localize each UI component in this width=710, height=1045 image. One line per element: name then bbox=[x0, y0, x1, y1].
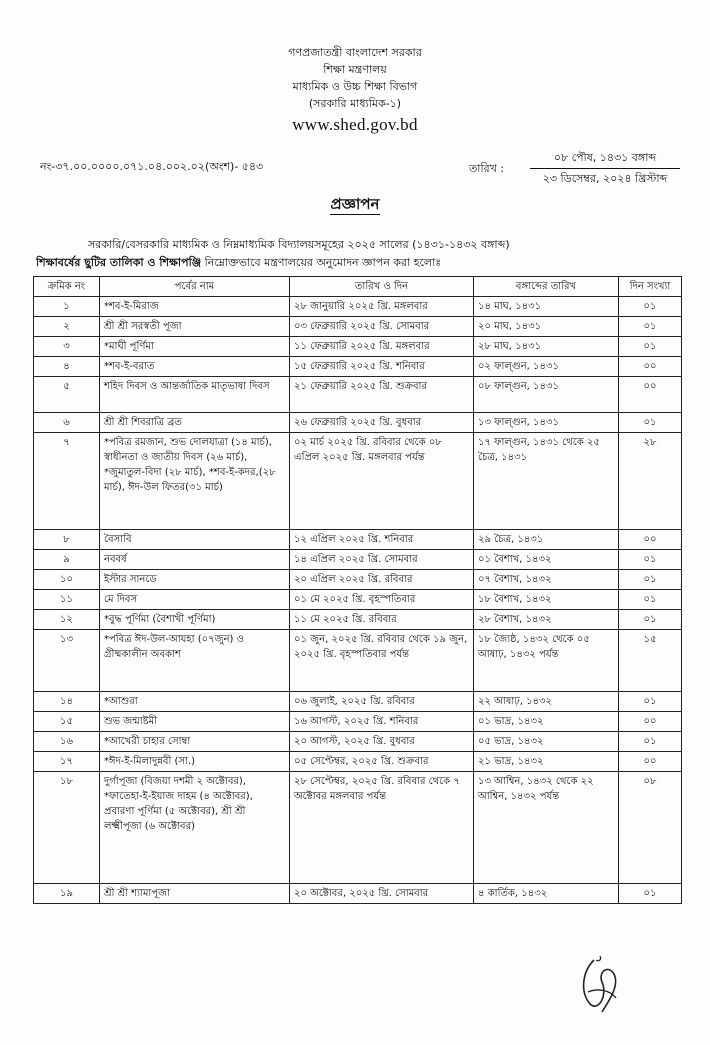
cell-day-count: ০০ bbox=[619, 377, 682, 413]
table-row bbox=[34, 357, 682, 377]
website-url: www.shed.gov.bd bbox=[292, 115, 418, 134]
cell-day-count: ০০ bbox=[619, 530, 682, 550]
cell-serial: ৬ bbox=[34, 413, 100, 433]
cell-bangla-date: ১৮ বৈশাখ, ১৪৩২ bbox=[474, 590, 619, 610]
cell-bangla-date: ২১ ভাদ্র, ১৪৩২ bbox=[474, 752, 619, 772]
cell-serial: ৩ bbox=[34, 337, 100, 357]
table-row bbox=[34, 772, 682, 884]
reference-number: নং-৩৭.০০.০০০০.০৭১.০৪.০০২.০২(অংশ)- ৫৪৩ bbox=[40, 160, 264, 173]
cell-event-name: দুর্গাপূজা (বিজয়া দশমী ২ অক্টোবর), *ফাতেহা-ই-ইয়াজ দাহম (৪ অক্টোবর), প্রবারণা পূর্ণিমা (৫ অক্টোবর), শ্রী শ্রী লক্ষ্মীপূজা (৬ অক্টোবর) bbox=[100, 772, 290, 884]
notice-title bbox=[0, 193, 710, 218]
cell-day-count: ১৫ bbox=[619, 630, 682, 692]
cell-day-count: ০১ bbox=[619, 570, 682, 590]
cell-serial: ৫ bbox=[34, 377, 100, 413]
table-row bbox=[34, 732, 682, 752]
cell-date-day: ০৫ সেপ্টেম্বর, ২০২৫ খ্রি. শুক্রবার bbox=[290, 752, 474, 772]
cell-date-day: ১৫ ফেব্রুয়ারি ২০২৫ খ্রি. শনিবার bbox=[290, 357, 474, 377]
cell-date-day: ০১ মে ২০২৫ খ্রি. বৃহস্পতিবার bbox=[290, 590, 474, 610]
division-name: মাধ্যমিক ও উচ্চ শিক্ষা বিভাগ bbox=[292, 80, 418, 93]
cell-serial: ১৯ bbox=[34, 884, 100, 904]
cell-serial: ৪ bbox=[34, 357, 100, 377]
cell-day-count: ০১ bbox=[619, 550, 682, 570]
cell-serial: ১২ bbox=[34, 610, 100, 630]
cell-serial: ১১ bbox=[34, 590, 100, 610]
cell-bangla-date: ১৮ জ্যৈষ্ঠ, ১৪৩২ থেকে ০৫ আষাঢ়, ১৪৩২ পর্যন্ত bbox=[474, 630, 619, 692]
cell-event-name: শ্রী শ্রী শিবরাত্রি ব্রত bbox=[100, 413, 290, 433]
cell-day-count: ০১ bbox=[619, 297, 682, 317]
intro-line-1: সরকারি/বেসরকারি মাধ্যমিক ও নিম্নমাধ্যমিক বিদ্যালয়সমূহের ২০২৫ সালের (১৪৩১-১৪৩২ বঙ্গাব্দ) bbox=[88, 238, 510, 251]
table-row bbox=[34, 433, 682, 530]
cell-bangla-date: ২৮ বৈশাখ, ১৪৩২ bbox=[474, 610, 619, 630]
cell-date-day: ১১ মে ২০২৫ খ্রি. রবিবার bbox=[290, 610, 474, 630]
cell-event-name: *শব-ই-বরাত bbox=[100, 357, 290, 377]
cell-event-name: শুভ জন্মাষ্টমী bbox=[100, 712, 290, 732]
cell-event-name: *আশুরা bbox=[100, 692, 290, 712]
document-header bbox=[0, 44, 710, 136]
cell-day-count: ০০ bbox=[619, 712, 682, 732]
cell-bangla-date: ০১ ভাদ্র, ১৪৩২ bbox=[474, 712, 619, 732]
cell-serial: ১০ bbox=[34, 570, 100, 590]
cell-event-name: নববর্ষ bbox=[100, 550, 290, 570]
intro-paragraph bbox=[36, 236, 676, 272]
section-name: (সরকারি মাধ্যমিক-১) bbox=[308, 97, 402, 110]
table-row bbox=[34, 297, 682, 317]
cell-date-day: ২০ এপ্রিল ২০২৫ খ্রি. রবিবার bbox=[290, 570, 474, 590]
cell-day-count: ০১ bbox=[619, 884, 682, 904]
cell-serial: ৮ bbox=[34, 530, 100, 550]
header-date-day: তারিখ ও দিন bbox=[290, 277, 474, 297]
cell-day-count: ০৮ bbox=[619, 772, 682, 884]
cell-date-day: ২৮ জানুয়ারি ২০২৫ খ্রি. মঙ্গলবার bbox=[290, 297, 474, 317]
table-row bbox=[34, 570, 682, 590]
header-day-count: দিন সংখ্যা bbox=[619, 277, 682, 297]
cell-bangla-date: ২৮ মাঘ, ১৪৩১ bbox=[474, 337, 619, 357]
cell-serial: ১৮ bbox=[34, 772, 100, 884]
ministry-name: শিক্ষা মন্ত্রণালয় bbox=[323, 63, 387, 76]
notice-title-text: প্রজ্ঞাপন bbox=[330, 195, 380, 213]
header-bangla-date: বঙ্গাব্দের তারিখ bbox=[474, 277, 619, 297]
cell-bangla-date: ১৩ ফাল্গুন, ১৪৩১ bbox=[474, 413, 619, 433]
cell-bangla-date: ২৯ চৈত্র, ১৪৩১ bbox=[474, 530, 619, 550]
cell-event-name: *বুদ্ধ পূর্ণিমা (বৈশাখী পূর্ণিমা) bbox=[100, 610, 290, 630]
cell-event-name: শ্রী শ্রী সরস্বতী পূজা bbox=[100, 317, 290, 337]
cell-serial: ১৩ bbox=[34, 630, 100, 692]
cell-bangla-date: ০৫ ভাদ্র, ১৪৩২ bbox=[474, 732, 619, 752]
table-row bbox=[34, 884, 682, 904]
table-header-row bbox=[34, 277, 682, 297]
cell-day-count: ২৮ bbox=[619, 433, 682, 530]
table-row bbox=[34, 377, 682, 413]
header-serial: ক্রমিক নং bbox=[34, 277, 100, 297]
cell-date-day: ১৪ এপ্রিল ২০২৫ খ্রি. সোমবার bbox=[290, 550, 474, 570]
cell-date-day: ০২ মার্চ ২০২৫ খ্রি. রবিবার থেকে ০৮ এপ্রিল ২০২৫ খ্রি. মঙ্গলবার পর্যন্ত bbox=[290, 433, 474, 530]
cell-event-name: শহিদ দিবস ও আন্তর্জাতিক মাতৃভাষা দিবস bbox=[100, 377, 290, 413]
cell-serial: ৯ bbox=[34, 550, 100, 570]
cell-day-count: ০১ bbox=[619, 610, 682, 630]
cell-date-day: ২১ ফেব্রুয়ারি ২০২৫ খ্রি. শুক্রবার bbox=[290, 377, 474, 413]
cell-bangla-date: ০২ ফাল্গুন, ১৪৩১ bbox=[474, 357, 619, 377]
cell-event-name: মে দিবস bbox=[100, 590, 290, 610]
cell-date-day: ০১ জুন, ২০২৫ খ্রি. রবিবার থেকে ১৯ জুন, ২০২৫ খ্রি. বৃহস্পতিবার পর্যন্ত bbox=[290, 630, 474, 692]
cell-date-day: ১২ এপ্রিল ২০২৫ খ্রি. শনিবার bbox=[290, 530, 474, 550]
cell-serial: ২ bbox=[34, 317, 100, 337]
cell-bangla-date: ১৭ ফাল্গুন, ১৪৩১ থেকে ২৫ চৈত্র, ১৪৩১ bbox=[474, 433, 619, 530]
cell-date-day: ২৮ সেপ্টেম্বর, ২০২৫ খ্রি. রবিবার থেকে ৭ অক্টোবর মঙ্গলবার পর্যন্ত bbox=[290, 772, 474, 884]
cell-day-count: ০১ bbox=[619, 317, 682, 337]
table-row bbox=[34, 317, 682, 337]
cell-bangla-date: ৪ কার্তিক, ১৪৩২ bbox=[474, 884, 619, 904]
signature-mark bbox=[572, 952, 632, 1020]
header-event-name: পর্বের নাম bbox=[100, 277, 290, 297]
cell-day-count: ০১ bbox=[619, 413, 682, 433]
cell-bangla-date: ০১ বৈশাখ, ১৪৩২ bbox=[474, 550, 619, 570]
cell-day-count: ০০ bbox=[619, 752, 682, 772]
cell-date-day: ২৬ ফেব্রুয়ারি ২০২৫ খ্রি. বুধবার bbox=[290, 413, 474, 433]
cell-event-name: *পবিত্র ঈদ-উল-আযহা (০৭জুন) ও গ্রীষ্মকালীন অবকাশ bbox=[100, 630, 290, 692]
cell-serial: ১৫ bbox=[34, 712, 100, 732]
table-row bbox=[34, 530, 682, 550]
table-row bbox=[34, 630, 682, 692]
cell-date-day: ০৩ ফেব্রুয়ারি ২০২৫ খ্রি. সোমবার bbox=[290, 317, 474, 337]
cell-date-day: ০৬ জুলাই, ২০২৫ খ্রি. রবিবার bbox=[290, 692, 474, 712]
cell-event-name: *মাঘী পূর্ণিমা bbox=[100, 337, 290, 357]
cell-bangla-date: ০৭ বৈশাখ, ১৪৩২ bbox=[474, 570, 619, 590]
cell-event-name: *শব-ই-মিরাজ bbox=[100, 297, 290, 317]
table-row bbox=[34, 550, 682, 570]
cell-bangla-date: ১৩ আশ্বিন, ১৪৩২ থেকে ২২ আশ্বিন, ১৪৩২ পর্যন্ত bbox=[474, 772, 619, 884]
cell-bangla-date: ০৮ ফাল্গুন, ১৪৩১ bbox=[474, 377, 619, 413]
cell-bangla-date: ১৪ মাঘ, ১৪৩১ bbox=[474, 297, 619, 317]
cell-event-name: *ঈদ-ই-মিলাদুন্নবী (সা.) bbox=[100, 752, 290, 772]
holiday-table bbox=[33, 276, 682, 904]
cell-serial: ১৬ bbox=[34, 732, 100, 752]
cell-date-day: ২০ আগস্ট, ২০২৫ খ্রি. বুধবার bbox=[290, 732, 474, 752]
table-row bbox=[34, 590, 682, 610]
cell-bangla-date: ২০ মাঘ, ১৪৩১ bbox=[474, 317, 619, 337]
table-body bbox=[34, 297, 682, 904]
cell-day-count: ০০ bbox=[619, 357, 682, 377]
date-bangla: ০৮ পৌষ, ১৪৩১ বঙ্গাব্দ bbox=[530, 150, 680, 169]
cell-serial: ৭ bbox=[34, 433, 100, 530]
date-english: ২৩ ডিসেম্বর, ২০২৪ খ্রিস্টাব্দ bbox=[542, 172, 668, 185]
cell-date-day: ১৬ আগস্ট, ২০২৫ খ্রি. শনিবার bbox=[290, 712, 474, 732]
cell-date-day: ২০ অক্টোবর, ২০২৫ খ্রি. সোমবার bbox=[290, 884, 474, 904]
table-row bbox=[34, 413, 682, 433]
cell-day-count: ০১ bbox=[619, 337, 682, 357]
cell-event-name: বৈসাবি bbox=[100, 530, 290, 550]
cell-day-count: ০১ bbox=[619, 590, 682, 610]
cell-event-name: ইস্টার সানডে bbox=[100, 570, 290, 590]
cell-event-name: *আখেরী চাহার সোম্বা bbox=[100, 732, 290, 752]
intro-bold-text: শিক্ষাবর্ষের ছুটির তালিকা ও শিক্ষাপঞ্জি bbox=[36, 256, 202, 269]
cell-date-day: ১১ ফেব্রুয়ারি ২০২৫ খ্রি. মঙ্গলবার bbox=[290, 337, 474, 357]
cell-serial: ১ bbox=[34, 297, 100, 317]
cell-serial: ১৭ bbox=[34, 752, 100, 772]
cell-day-count: ০১ bbox=[619, 732, 682, 752]
table-row bbox=[34, 752, 682, 772]
government-name: গণপ্রজাতন্ত্রী বাংলাদেশ সরকার bbox=[288, 46, 422, 59]
date-block bbox=[530, 150, 680, 187]
cell-event-name: শ্রী শ্রী শ্যামাপূজা bbox=[100, 884, 290, 904]
table-row bbox=[34, 712, 682, 732]
cell-bangla-date: ২২ আষাঢ়, ১৪৩২ bbox=[474, 692, 619, 712]
cell-event-name: *পবিত্র রমজান, শুভ দোলযাত্রা (১৪ মার্চ), স্বাধীনতা ও জাতীয় দিবস (২৬ মার্চ), *জুমাতুল-বিদা (২৮ মার্চ), *শব-ই-কদর,(২৮ মার্চ), ঈদ-উল ফিতর(৩১ মার্চ) bbox=[100, 433, 290, 530]
table-row bbox=[34, 337, 682, 357]
table-row bbox=[34, 610, 682, 630]
cell-serial: ১৪ bbox=[34, 692, 100, 712]
cell-day-count: ০১ bbox=[619, 692, 682, 712]
intro-rest-text: নিম্নোক্তভাবে মন্ত্রণালয়ের অনুমোদন জ্ঞাপন করা হলোঃ bbox=[201, 256, 442, 269]
date-label: তারিখ : bbox=[469, 162, 505, 175]
table-row bbox=[34, 692, 682, 712]
